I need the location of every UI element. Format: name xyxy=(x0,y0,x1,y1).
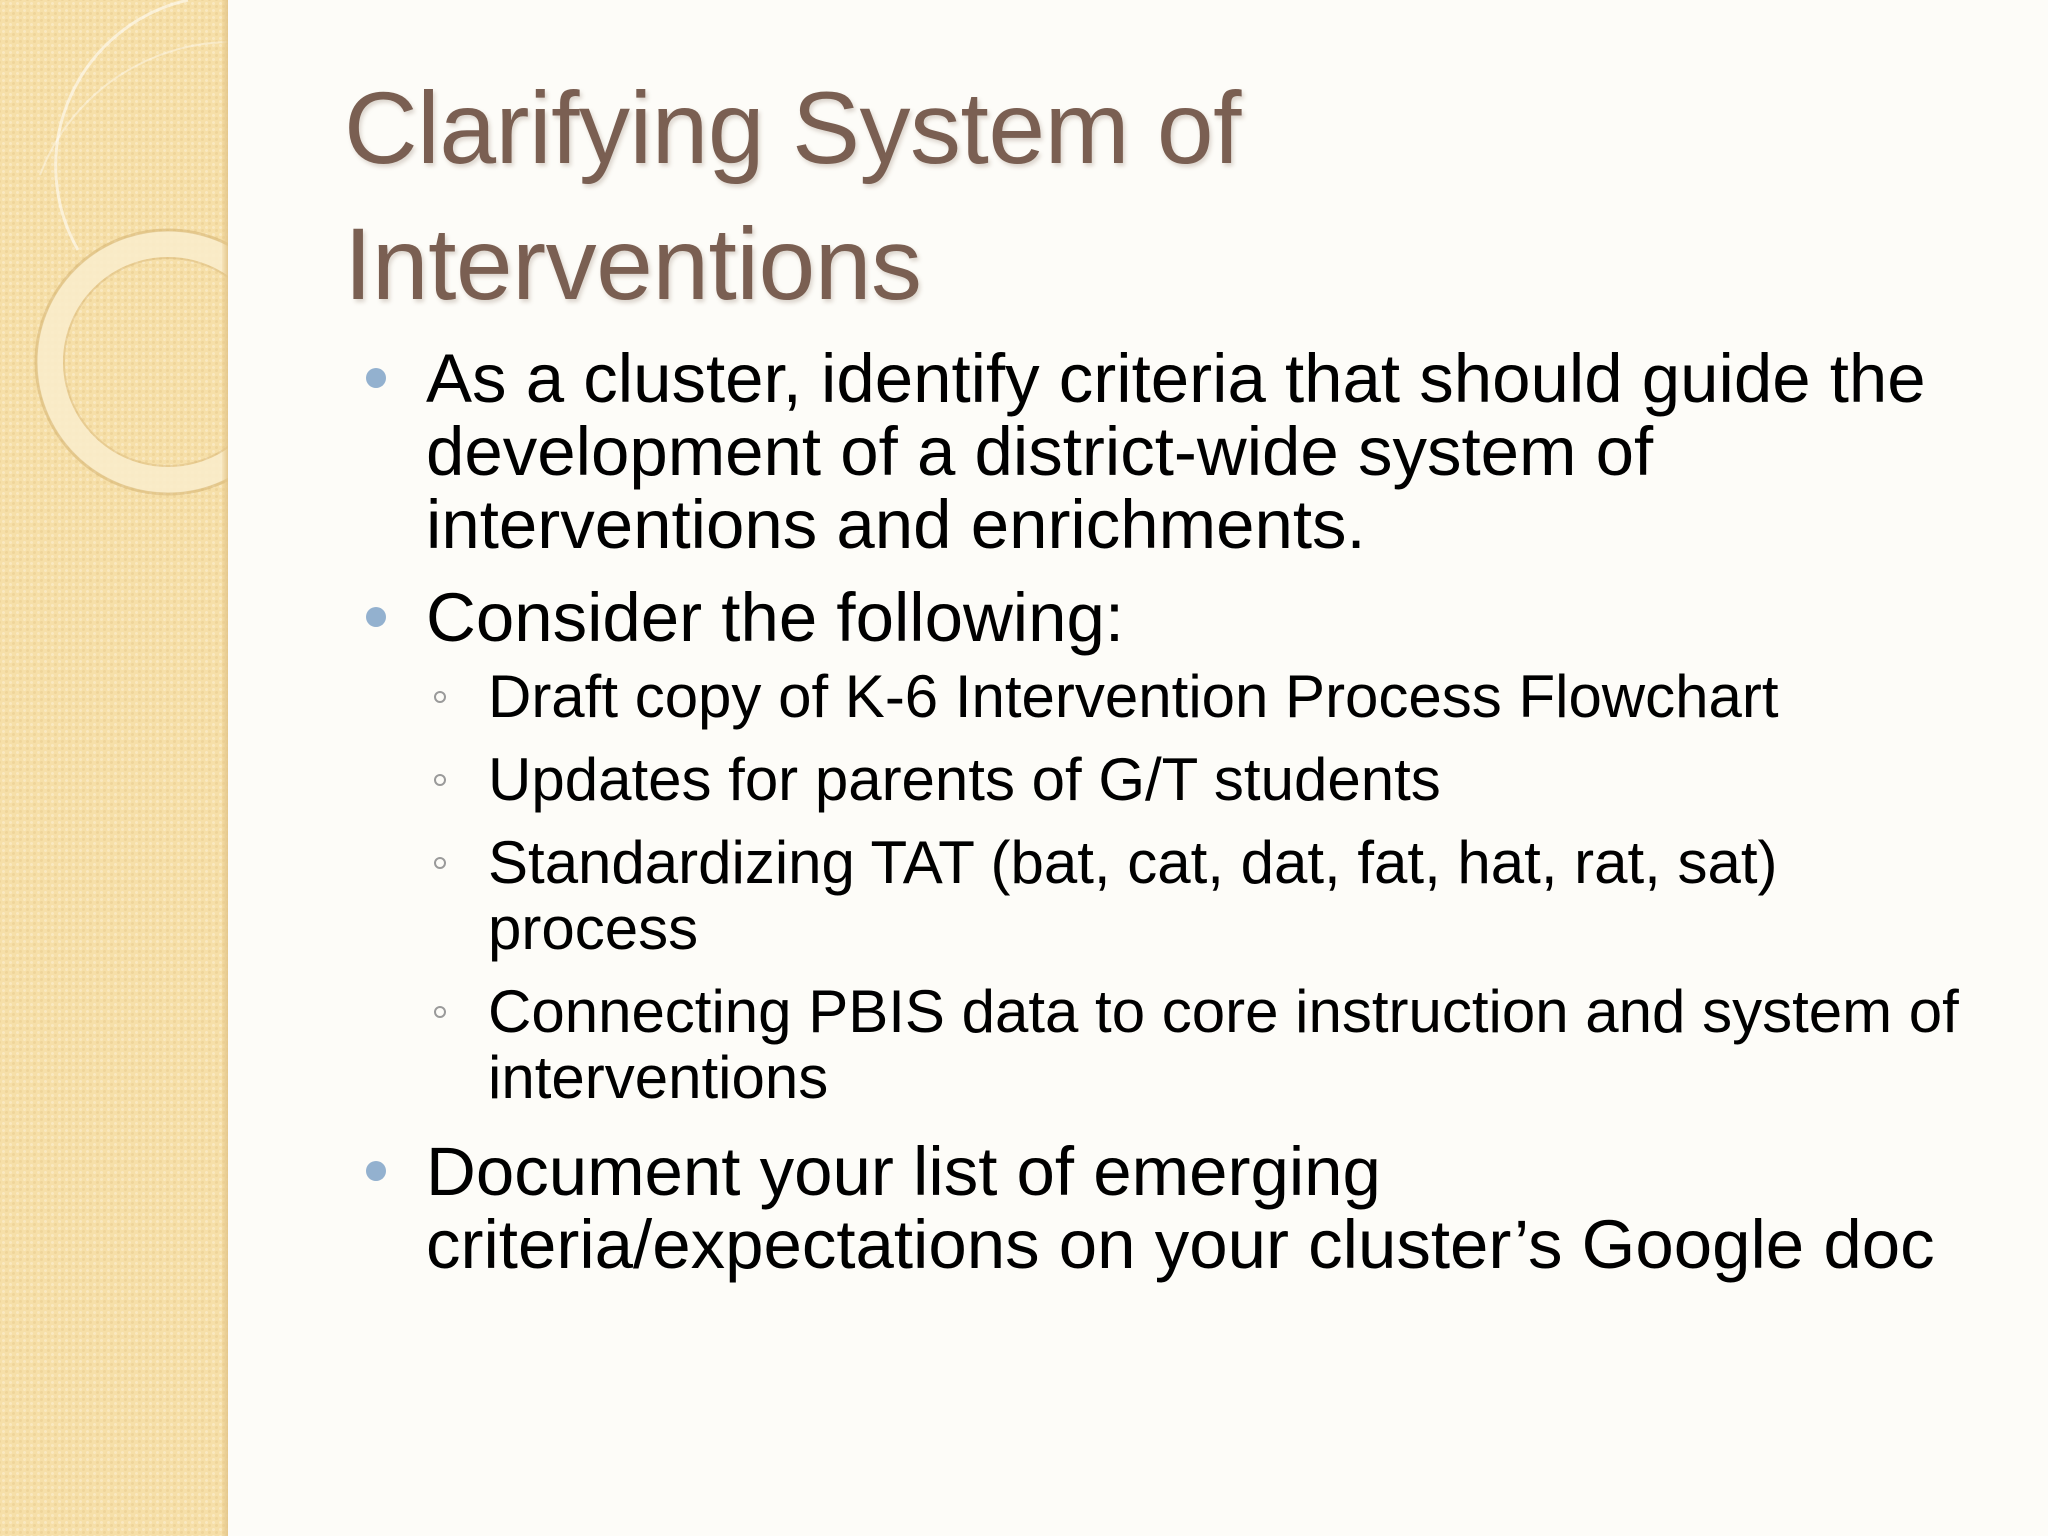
bullet-text: Consider the following: xyxy=(426,579,1125,656)
sub-item-flowchart xyxy=(426,664,2004,730)
sub-bullet-list xyxy=(426,664,2004,1111)
circle-bullet-icon xyxy=(434,857,446,869)
slide-title-line1: Clarifying System of xyxy=(344,71,1241,185)
slide-content xyxy=(344,60,2004,1301)
bullet-item-consider xyxy=(344,581,2004,1111)
bullet-item-cluster-criteria xyxy=(344,342,2004,561)
circle-bullet-icon xyxy=(434,774,446,786)
sidebar-edge xyxy=(222,0,228,1536)
bullet-item-document-list xyxy=(344,1135,2004,1281)
sub-item-text: Updates for parents of G/T students xyxy=(488,746,1441,813)
decorative-sidebar xyxy=(0,0,228,1536)
sub-item-text: Connecting PBIS data to core instruction and system of interventions xyxy=(488,978,1959,1111)
sub-item-pbis-data xyxy=(426,979,2004,1111)
slide-title-line2: Interventions xyxy=(344,207,922,321)
bullet-list xyxy=(344,342,2004,1281)
bullet-dot-icon xyxy=(366,368,386,388)
sub-item-text: Draft copy of K-6 Intervention Process Flowchart xyxy=(488,663,1779,730)
bullet-dot-icon xyxy=(366,607,386,627)
bullet-text: Document your list of emerging criteria/expectations on your cluster’s Google doc xyxy=(426,1133,1935,1283)
bullet-dot-icon xyxy=(366,1161,386,1181)
sub-item-tat-process xyxy=(426,830,2004,962)
ring-decoration-icon xyxy=(0,0,228,520)
circle-bullet-icon xyxy=(434,691,446,703)
bullet-text: As a cluster, identify criteria that should guide the development of a district-wide system of interventions and enrichments. xyxy=(426,340,1926,563)
sub-item-gt-updates xyxy=(426,747,2004,813)
slide-title xyxy=(344,60,2004,332)
circle-bullet-icon xyxy=(434,1006,446,1018)
sub-item-text: Standardizing TAT (bat, cat, dat, fat, hat, rat, sat) process xyxy=(488,829,1778,962)
